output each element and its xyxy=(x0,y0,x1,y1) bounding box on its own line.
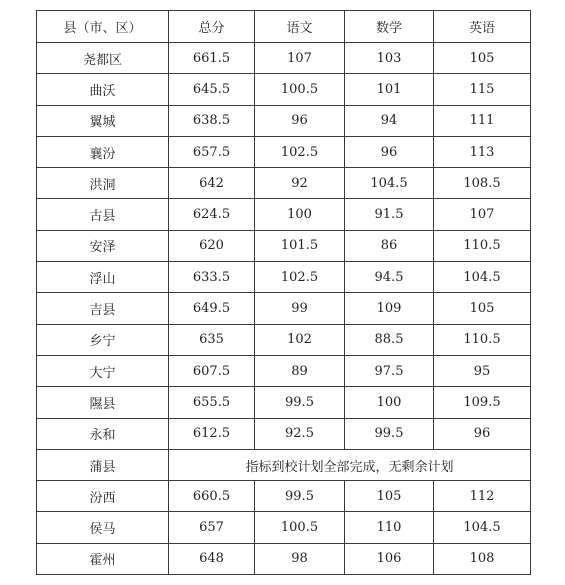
table-row xyxy=(37,199,531,230)
cell-math: 103 xyxy=(345,43,434,74)
cell-county: 永和 xyxy=(37,418,169,449)
cell-chinese: 102 xyxy=(255,324,345,355)
cell-math: 97.5 xyxy=(345,355,434,386)
cell-county: 洪洞 xyxy=(37,168,169,199)
table-row xyxy=(37,324,531,355)
cell-chinese: 98 xyxy=(255,543,345,574)
cell-chinese: 101.5 xyxy=(255,230,345,261)
cell-math: 88.5 xyxy=(345,324,434,355)
header-total: 总分 xyxy=(169,11,255,43)
cell-county: 蒲县 xyxy=(37,449,169,480)
cell-total: 645.5 xyxy=(169,74,255,105)
cell-county: 隰县 xyxy=(37,387,169,418)
header-chinese: 语文 xyxy=(255,11,345,43)
cell-county: 襄汾 xyxy=(37,136,169,167)
cell-county: 安泽 xyxy=(37,230,169,261)
cell-total: 635 xyxy=(169,324,255,355)
cell-chinese: 92 xyxy=(255,168,345,199)
cell-math: 94.5 xyxy=(345,262,434,293)
cell-county: 浮山 xyxy=(37,262,169,293)
cell-english: 107 xyxy=(434,199,531,230)
cell-county: 翼城 xyxy=(37,105,169,136)
cell-chinese: 102.5 xyxy=(255,262,345,293)
cell-county: 大宁 xyxy=(37,355,169,386)
cell-total: 633.5 xyxy=(169,262,255,293)
table-row xyxy=(37,262,531,293)
cell-english: 109.5 xyxy=(434,387,531,418)
cell-chinese: 100.5 xyxy=(255,512,345,543)
cell-total: 624.5 xyxy=(169,199,255,230)
cell-county: 汾西 xyxy=(37,481,169,512)
table-row xyxy=(37,418,531,449)
table-row xyxy=(37,74,531,105)
table-row xyxy=(37,543,531,574)
cell-total: 660.5 xyxy=(169,481,255,512)
cell-english: 104.5 xyxy=(434,512,531,543)
cell-english: 115 xyxy=(434,74,531,105)
cell-total: 649.5 xyxy=(169,293,255,324)
cell-math: 106 xyxy=(345,543,434,574)
table-row xyxy=(37,293,531,324)
cell-math: 91.5 xyxy=(345,199,434,230)
cell-chinese: 107 xyxy=(255,43,345,74)
table-row xyxy=(37,355,531,386)
table-row xyxy=(37,230,531,261)
cell-chinese: 100.5 xyxy=(255,74,345,105)
table-row-note xyxy=(37,449,531,480)
cell-county: 曲沃 xyxy=(37,74,169,105)
cell-english: 108 xyxy=(434,543,531,574)
cell-chinese: 100 xyxy=(255,199,345,230)
cell-total: 655.5 xyxy=(169,387,255,418)
cell-chinese: 99.5 xyxy=(255,481,345,512)
cell-county: 乡宁 xyxy=(37,324,169,355)
cell-chinese: 89 xyxy=(255,355,345,386)
cell-math: 96 xyxy=(345,136,434,167)
cell-total: 638.5 xyxy=(169,105,255,136)
cell-total: 648 xyxy=(169,543,255,574)
header-english: 英语 xyxy=(434,11,531,43)
table-row xyxy=(37,43,531,74)
table-body xyxy=(37,43,531,575)
header-county: 县（市、区） xyxy=(37,11,169,43)
cell-total: 661.5 xyxy=(169,43,255,74)
table-row xyxy=(37,168,531,199)
cell-total: 607.5 xyxy=(169,355,255,386)
table-row xyxy=(37,481,531,512)
cell-chinese: 99.5 xyxy=(255,387,345,418)
cell-chinese: 99 xyxy=(255,293,345,324)
table-row xyxy=(37,105,531,136)
score-table xyxy=(36,10,531,575)
cell-total: 612.5 xyxy=(169,418,255,449)
cell-english: 104.5 xyxy=(434,262,531,293)
cell-total: 657.5 xyxy=(169,136,255,167)
cell-note: 指标到校计划全部完成，无剩余计划 xyxy=(169,449,531,480)
cell-english: 113 xyxy=(434,136,531,167)
table-row xyxy=(37,387,531,418)
cell-math: 105 xyxy=(345,481,434,512)
cell-english: 111 xyxy=(434,105,531,136)
cell-english: 108.5 xyxy=(434,168,531,199)
cell-math: 101 xyxy=(345,74,434,105)
header-math: 数学 xyxy=(345,11,434,43)
cell-english: 105 xyxy=(434,293,531,324)
cell-english: 96 xyxy=(434,418,531,449)
cell-county: 吉县 xyxy=(37,293,169,324)
cell-county: 侯马 xyxy=(37,512,169,543)
cell-math: 100 xyxy=(345,387,434,418)
table-header-row xyxy=(37,11,531,43)
cell-math: 109 xyxy=(345,293,434,324)
cell-math: 94 xyxy=(345,105,434,136)
cell-english: 95 xyxy=(434,355,531,386)
cell-english: 105 xyxy=(434,43,531,74)
cell-total: 657 xyxy=(169,512,255,543)
cell-total: 642 xyxy=(169,168,255,199)
table-row xyxy=(37,512,531,543)
cell-total: 620 xyxy=(169,230,255,261)
cell-chinese: 102.5 xyxy=(255,136,345,167)
cell-math: 110 xyxy=(345,512,434,543)
cell-math: 86 xyxy=(345,230,434,261)
cell-chinese: 96 xyxy=(255,105,345,136)
cell-chinese: 92.5 xyxy=(255,418,345,449)
table-row xyxy=(37,136,531,167)
cell-math: 104.5 xyxy=(345,168,434,199)
cell-county: 尧都区 xyxy=(37,43,169,74)
cell-english: 112 xyxy=(434,481,531,512)
cell-county: 古县 xyxy=(37,199,169,230)
cell-math: 99.5 xyxy=(345,418,434,449)
cell-english: 110.5 xyxy=(434,230,531,261)
cell-english: 110.5 xyxy=(434,324,531,355)
cell-county: 霍州 xyxy=(37,543,169,574)
